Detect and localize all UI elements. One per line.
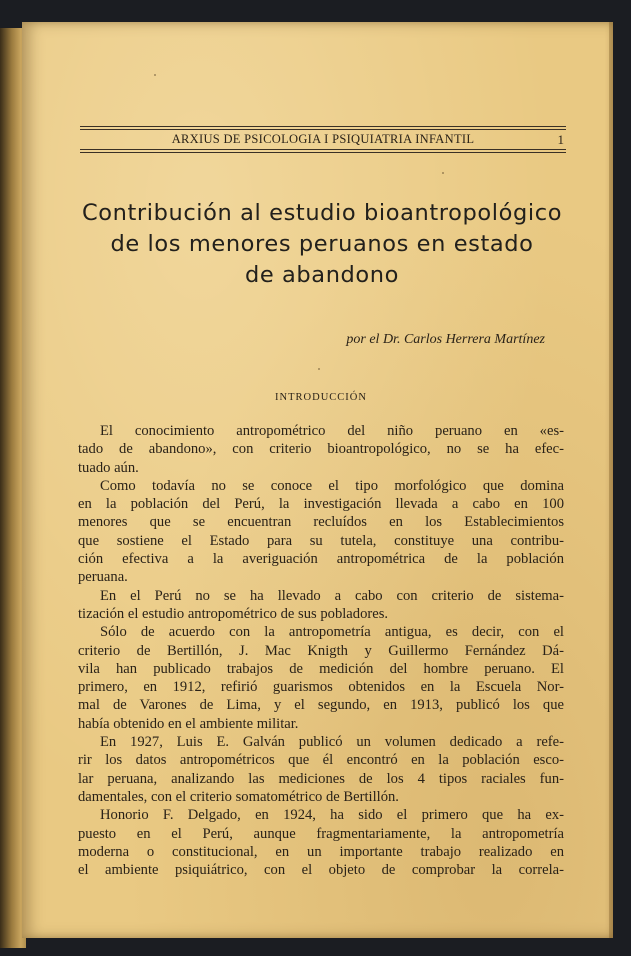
page-number: 1 [557, 132, 564, 147]
header-rule [80, 126, 566, 127]
text-line: ción efectiva a la averiguación antropométrica de la población [78, 551, 564, 568]
paper-speck [442, 172, 444, 174]
text-line: que sostiene el Estado para su tutela, constituye una contribu- [78, 532, 564, 549]
title-line: de abandono [244, 262, 400, 288]
text-line: primero, en 1912, refirió guarismos obtenidos en la Escuela Nor- [78, 679, 564, 696]
text-line: había obtenido en el ambiente militar. [78, 715, 299, 732]
text-line: tado de abandono», con criterio bioantropológico, no se ha efec- [78, 441, 564, 458]
header-rule [80, 152, 566, 153]
paper-speck [318, 368, 320, 370]
text-line: puesto en el Perú, aunque fragmentariamente, la antropometría [78, 825, 564, 842]
text-line: Como todavía no se conoce el tipo morfológico que domina [100, 477, 564, 494]
text-line: El conocimiento antropométrico del niño peruano en «es- [100, 423, 564, 439]
section-heading: INTRODUCCIÓN [275, 392, 367, 403]
header-rule [80, 149, 566, 150]
title-line: Contribución al estudio bioantropológico [81, 200, 563, 226]
paragraph [78, 623, 564, 733]
text-line: mal de Varones de Lima, y el segundo, en 1913, publicó los que [78, 697, 564, 714]
paragraph [78, 733, 564, 806]
text-line: damentales, con el criterio somatométrico de Bertillón. [78, 788, 399, 805]
text-line: lar peruana, analizando las mediciones de los 4 tipos raciales fun- [78, 770, 564, 787]
text-line: En el Perú no se ha llevado a cabo con criterio de sistema- [100, 587, 564, 604]
paper-speck [154, 74, 156, 76]
text-line: el ambiente psiquiátrico, con el objeto de comprobar la correla- [78, 862, 564, 879]
paragraph [78, 477, 564, 587]
text-line: tuado aún. [78, 459, 139, 476]
text-line: rir los datos antropométricos que él encontró en la población esco- [78, 752, 564, 769]
text-line: menores que se encuentran recluídos en los Establecimientos [78, 514, 564, 531]
paragraph [78, 806, 564, 879]
paragraph [78, 422, 564, 477]
book-page [22, 22, 613, 938]
article-body [78, 422, 564, 879]
text-line: Honorio F. Delgado, en 1924, ha sido el primero que ha ex- [100, 807, 564, 824]
text-line: moderna o constitucional, en un importante trabajo realizado en [78, 843, 564, 860]
text-line: peruana. [78, 569, 128, 586]
header-rule [80, 129, 566, 130]
text-line: tización el estudio antropométrico de sus pobladores. [78, 605, 389, 622]
journal-title: ARXIUS DE PSICOLOGIA I PSIQUIATRIA INFANTIL [171, 132, 475, 146]
paragraph [78, 587, 564, 624]
article-title [62, 198, 582, 291]
title-line: de los menores peruanos en estado [110, 231, 534, 257]
page-edge [609, 22, 613, 938]
text-line: En 1927, Luis E. Galván publicó un volumen dedicado a refe- [100, 734, 564, 751]
author-byline: por el Dr. Carlos Herrera Martínez [346, 332, 545, 347]
text-line: Sólo de acuerdo con la antropometría antigua, es decir, con el [100, 624, 564, 641]
text-line: criterio de Bertillón, J. Mac Knigth y Guillermo Fernández Dá- [78, 642, 564, 659]
text-line: vila han publicado trabajos de medición del hombre peruano. El [78, 660, 564, 677]
text-line: en la población del Perú, la investigación llevada a cabo en 100 [78, 496, 564, 513]
running-head [80, 126, 566, 152]
